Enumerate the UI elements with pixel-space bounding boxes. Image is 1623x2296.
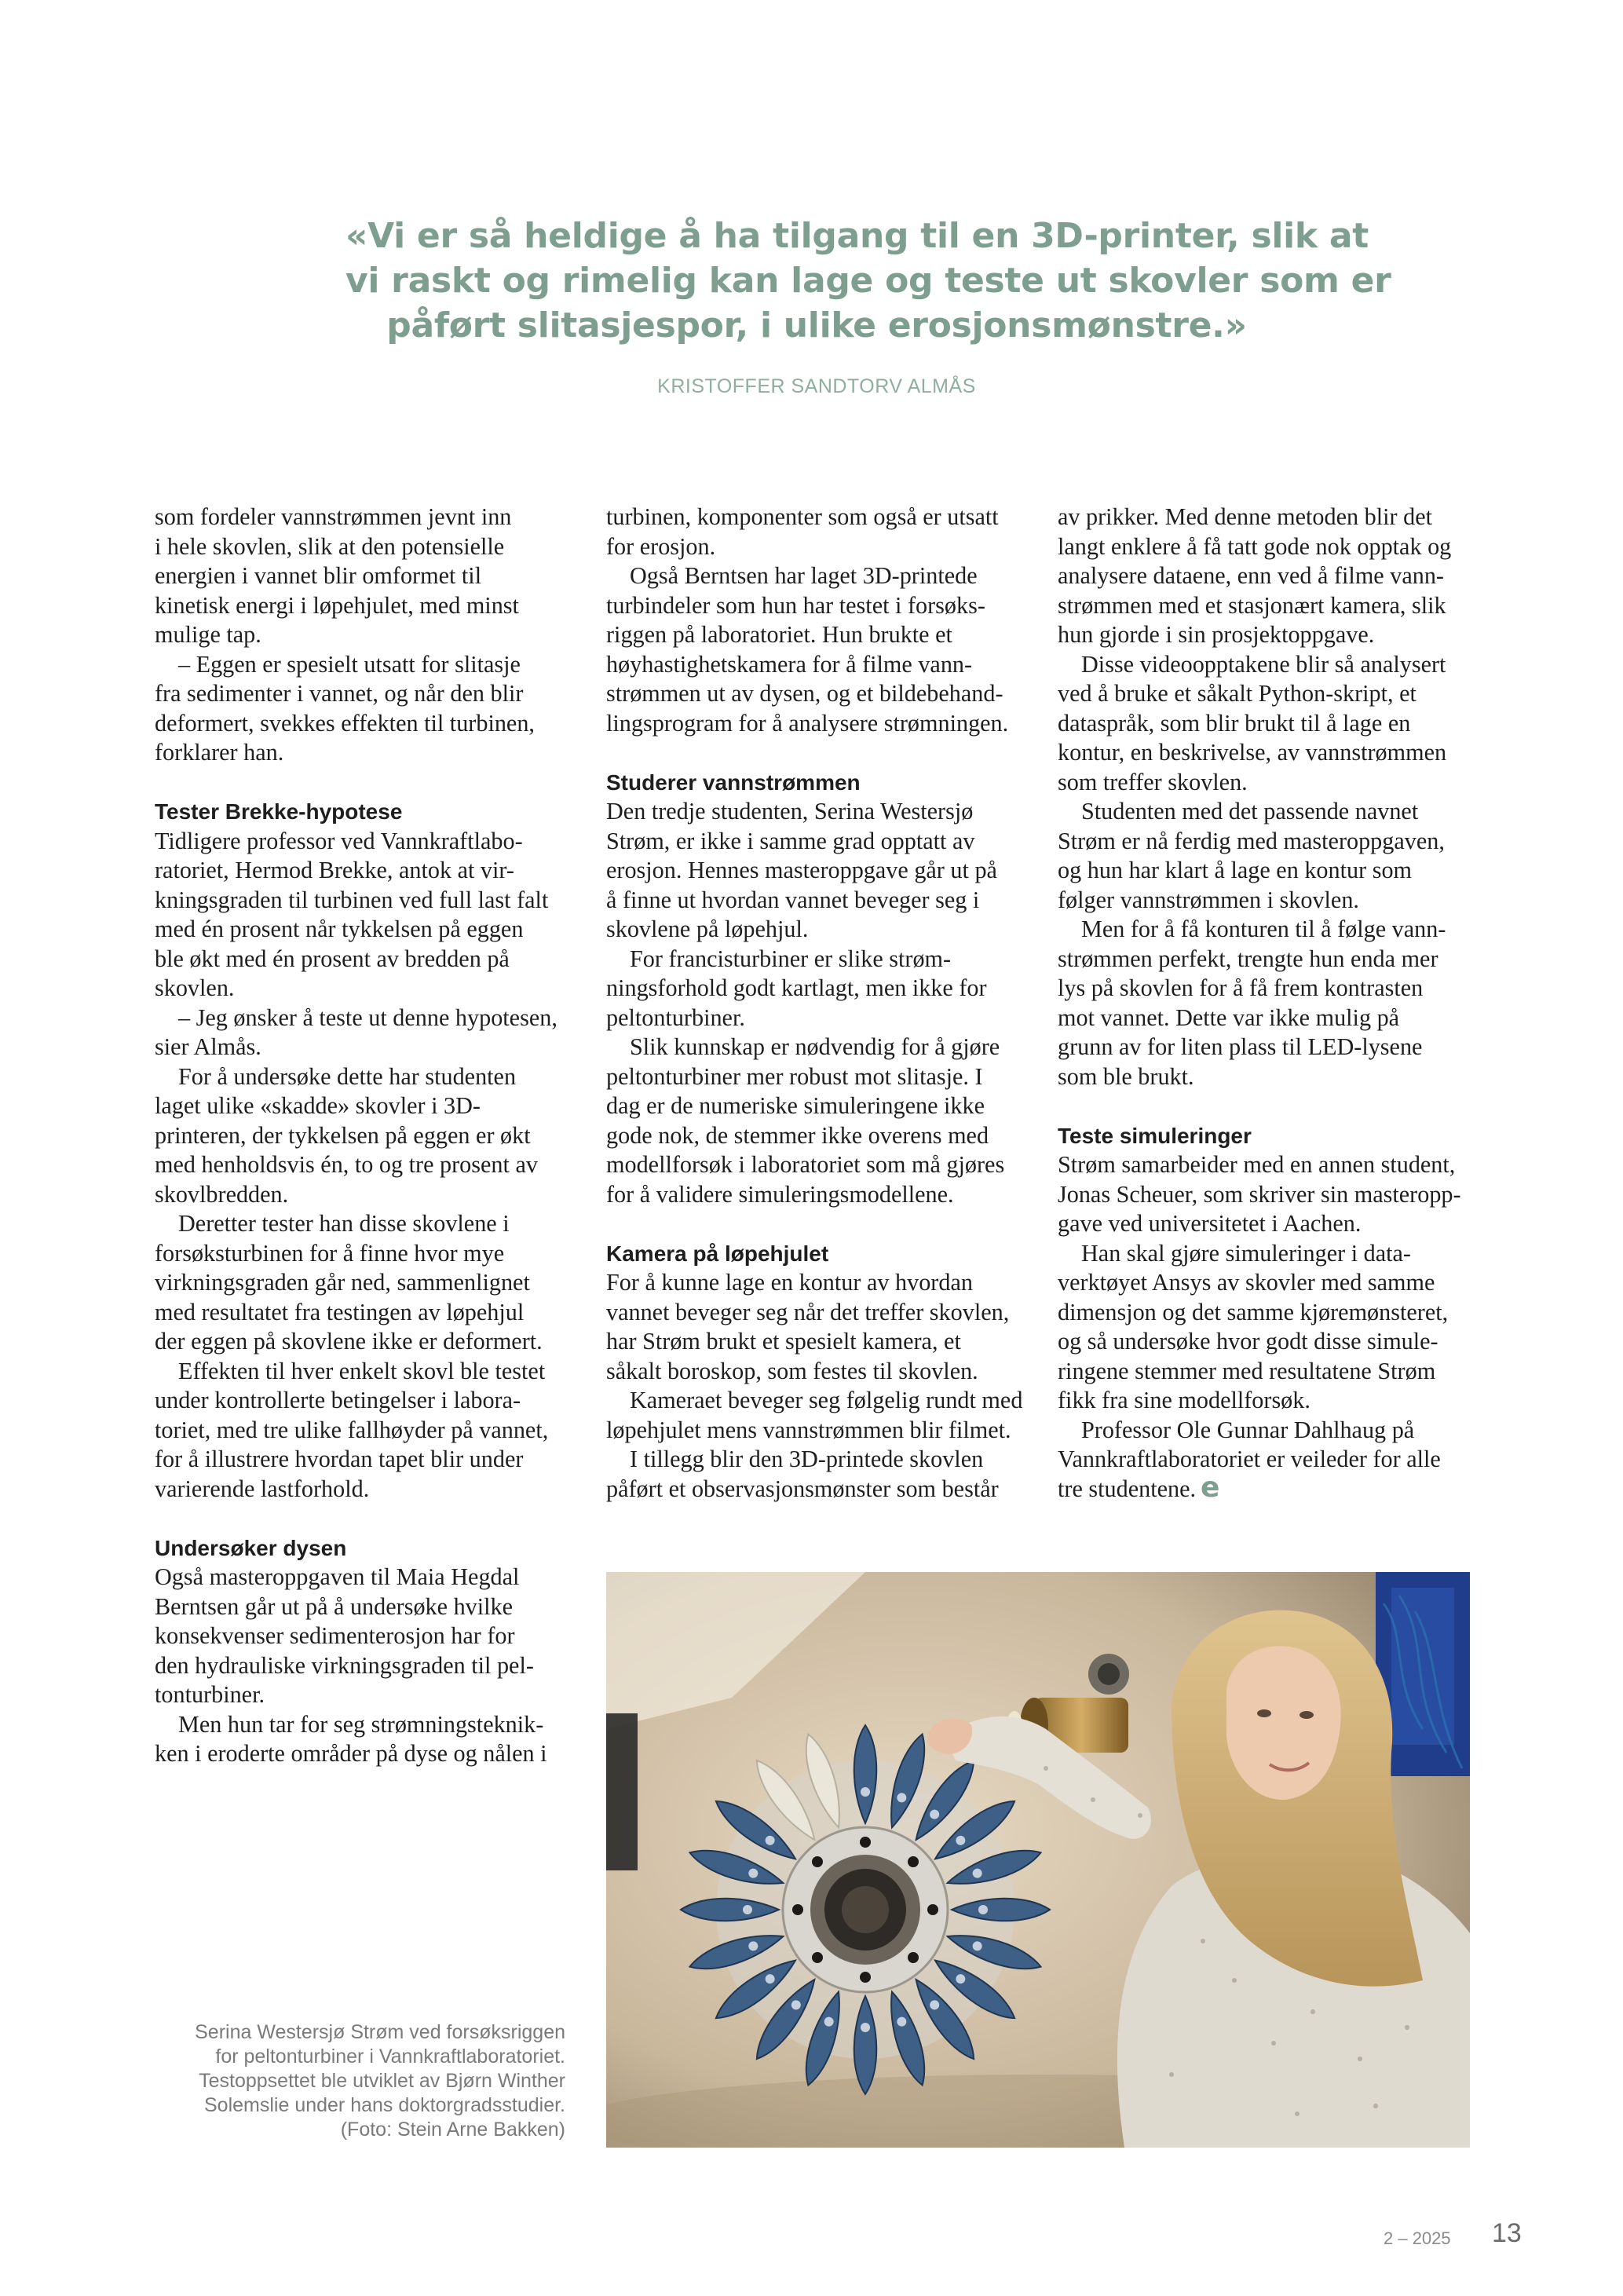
text-line: hun gjorde i sin prosjektoppgave. — [1058, 621, 1375, 648]
paragraph — [1058, 1150, 1478, 1239]
text-line: Den tredje studenten, Serina Westersjø — [606, 798, 974, 824]
text-line: riggen på laboratoriet. Hun brukte et — [606, 621, 952, 648]
text-line: For å undersøke dette har studenten — [178, 1062, 517, 1090]
text-line: forsøksturbinen for å finne hvor mye — [155, 1239, 505, 1267]
text-line: påført et observasjonsmønster som består — [606, 1475, 999, 1502]
text-line: lys på skovlen for å få frem kontrasten — [1058, 974, 1424, 1001]
caption-line: (Foto: Stein Arne Bakken) — [340, 2119, 565, 2141]
text-line: Strøm samarbeider med en annen student, — [1058, 1151, 1456, 1178]
text-line: turbinen, komponenter som også er utsatt — [606, 503, 999, 530]
text-line: strømmen med et stasjonært kamera, slik — [1058, 591, 1446, 619]
article-photo — [606, 1572, 1470, 2148]
text-line: energien i vannet blir omformet til — [155, 562, 482, 589]
paragraph — [155, 1357, 575, 1504]
paragraph — [606, 797, 1026, 945]
text-line: deformert, svekkes effekten til turbinen, — [155, 709, 535, 737]
text-line: kontur, en beskrivelse, av vannstrømmen — [1058, 739, 1447, 766]
quote-attribution: KRISTOFFER SANDTORV ALMÅS — [657, 375, 976, 397]
pull-quote — [345, 214, 1391, 348]
text-line: å finne ut hvordan vannet beveger seg i — [606, 886, 980, 913]
text-line: Strøm er nå ferdig med masteroppgaven, — [1058, 827, 1445, 854]
text-line: med resultatet fra testingen av løpehjul — [155, 1298, 525, 1325]
text-line: med én prosent når tykkelsen på eggen — [155, 916, 524, 942]
paragraph — [606, 1033, 1026, 1209]
text-line: som ble brukt. — [1058, 1062, 1194, 1090]
article-column-1 — [155, 503, 575, 1769]
text-line: har Strøm brukt et spesielt kamera, et — [606, 1328, 961, 1355]
text-line: strømmen ut av dysen, og et bildebehand- — [606, 680, 1003, 707]
paragraph — [1058, 650, 1478, 798]
text-line: Berntsen går ut på å undersøke hvilke — [155, 1592, 514, 1620]
text-line: gode nok, de stemmer ikke overens med — [606, 1121, 989, 1149]
text-line: For francisturbiner er slike strøm- — [630, 945, 952, 972]
pull-quote-line: vi raskt og rimelig kan lage og teste ut skovler som er — [345, 261, 1391, 301]
text-line: ratoriet, Hermod Brekke, antok at vir- — [155, 857, 514, 883]
text-line: Strøm, er ikke i samme grad opptatt av — [606, 827, 975, 854]
text-line: med henholdsvis én, to og tre prosent av — [155, 1151, 538, 1178]
text-line: lingsprogram for å analysere strømningen. — [606, 709, 1009, 737]
text-line: Jonas Scheuer, som skriver sin masteropp- — [1058, 1180, 1461, 1208]
caption-line: Testoppsettet ble utviklet av Bjørn Winther — [199, 2070, 565, 2092]
text-line: og hun har klart å lage en kontur som — [1058, 857, 1413, 883]
text-line: følger vannstrømmen i skovlen. — [1058, 886, 1359, 913]
text-line: Men for å få konturen til å følge vann- — [1081, 916, 1446, 942]
page-number: 13 — [1492, 2218, 1522, 2248]
text-line: varierende lastforhold. — [155, 1475, 370, 1502]
text-line: Effekten til hver enkelt skovl ble testet — [178, 1357, 546, 1384]
text-line: høyhastighetskamera for å filme vann- — [606, 650, 973, 678]
caption-line: Serina Westersjø Strøm ved forsøksriggen — [195, 2021, 565, 2043]
text-line: mot vannet. Dette var ikke mulig på — [1058, 1004, 1400, 1031]
text-line: Også Berntsen har laget 3D-printede — [630, 562, 978, 589]
text-line: analysere dataene, enn ved å filme vann- — [1058, 562, 1444, 589]
section-heading: Teste simuleringer — [1058, 1123, 1252, 1148]
text-line — [1058, 1471, 1478, 1504]
article-column-3 — [1058, 503, 1478, 1504]
text-line: Studenten med det passende navnet — [1081, 798, 1419, 824]
text-line: under kontrollerte betingelser i labora- — [155, 1387, 521, 1413]
text-line: forklarer han. — [155, 739, 284, 766]
text-line: den hydrauliske virkningsgraden til pel- — [155, 1651, 534, 1679]
paragraph — [1058, 1416, 1478, 1504]
photo-illustration — [606, 1572, 1470, 2148]
text-line: erosjon. Hennes masteroppgave går ut på — [606, 857, 997, 883]
text-line: Kameraet beveger seg følgelig rundt med — [630, 1387, 1023, 1413]
text-line: turbindeler som hun har testet i forsøks- — [606, 591, 985, 619]
text-line: Disse videoopptakene blir så analysert — [1081, 650, 1446, 678]
paragraph — [606, 1386, 1026, 1445]
pull-quote-line: «Vi er så heldige å ha tilgang til en 3D-printer, slik at — [345, 216, 1369, 256]
section-heading: Kamera på løpehjulet — [606, 1241, 829, 1266]
paragraph — [155, 1004, 575, 1062]
section-heading: Studerer vannstrømmen — [606, 770, 861, 795]
paragraph — [155, 827, 575, 1004]
paragraph — [606, 1445, 1026, 1504]
photo-caption — [141, 2020, 565, 2142]
caption-line: Solemslie under hans doktorgradsstudier. — [204, 2094, 565, 2116]
text-line: langt enklere å få tatt gode nok opptak og — [1058, 532, 1452, 560]
paragraph — [155, 650, 575, 768]
text-line: fikk fra sine modellforsøk. — [1058, 1387, 1310, 1413]
text-line: Vannkraftlaboratoriet er veileder for alle — [1058, 1446, 1441, 1472]
paragraph — [606, 503, 1026, 561]
text-line: av prikker. Med denne metoden blir det — [1058, 503, 1432, 530]
paragraph — [155, 1563, 575, 1710]
text-line: og så undersøke hvor godt disse simule- — [1058, 1328, 1438, 1355]
paragraph — [155, 1062, 575, 1210]
text-line: dag er de numeriske simuleringene ikke — [606, 1092, 985, 1119]
paragraph — [1058, 797, 1478, 915]
text-line: peltonturbiner mer robust mot slitasje. I — [606, 1062, 983, 1090]
text-line: Han skal gjøre simuleringer i data- — [1081, 1239, 1411, 1267]
text-line: kinetisk energi i løpehjulet, med minst — [155, 591, 519, 619]
text-line: kningsgraden til turbinen ved full last falt — [155, 886, 549, 913]
text-line: – Jeg ønsker å teste ut denne hypotesen, — [178, 1004, 557, 1031]
text-line: peltonturbiner. — [606, 1004, 745, 1031]
text-line: som fordeler vannstrømmen jevnt inn — [155, 503, 512, 530]
text-line: for å validere simuleringsmodellene. — [606, 1180, 954, 1208]
text-line: toriet, med tre ulike fallhøyder på vannet, — [155, 1416, 549, 1443]
text-line: – Eggen er spesielt utsatt for slitasje — [178, 650, 521, 678]
text-line: Tidligere professor ved Vannkraftlabo- — [155, 827, 523, 854]
paragraph — [1058, 503, 1478, 650]
text-line: grunn av for liten plass til LED-lysene — [1058, 1033, 1423, 1060]
text-line: skovlen. — [155, 974, 235, 1001]
text-line: For å kunne lage en kontur av hvordan — [606, 1269, 973, 1296]
text-line: printeren, der tykkelsen på eggen er økt — [155, 1121, 531, 1149]
issue-number: 2 – 2025 — [1384, 2228, 1451, 2248]
text-line: i hele skovlen, slik at den potensielle — [155, 532, 505, 560]
article-column-2 — [606, 503, 1026, 1504]
section-heading: Tester Brekke-hypotese — [155, 799, 403, 824]
paragraph — [155, 503, 575, 650]
paragraph — [606, 561, 1026, 738]
text-line: fra sedimenter i vannet, og når den blir — [155, 680, 524, 707]
text-line: vannet beveger seg når det treffer skovlen, — [606, 1298, 1010, 1325]
text-line: for erosjon. — [606, 532, 716, 560]
text-line: dimensjon og det samme kjøremønsteret, — [1058, 1298, 1449, 1325]
paragraph — [1058, 1239, 1478, 1416]
paragraph — [606, 1268, 1026, 1386]
text-line: Men hun tar for seg strømningsteknik- — [178, 1710, 544, 1738]
paragraph — [155, 1710, 575, 1769]
paragraph — [1058, 915, 1478, 1091]
end-mark-icon: e — [1201, 1471, 1220, 1504]
text-line: tonturbiner. — [155, 1681, 265, 1708]
text-line: sier Almås. — [155, 1033, 261, 1060]
text-line: Professor Ole Gunnar Dahlhaug på — [1081, 1416, 1415, 1443]
text-line: konsekvenser sedimenterosjon har for — [155, 1622, 515, 1649]
text-line: virkningsgraden går ned, sammenlignet — [155, 1269, 530, 1296]
text-line: Slik kunnskap er nødvendig for å gjøre — [630, 1033, 1000, 1060]
text-line: verktøyet Ansys av skovler med samme — [1058, 1269, 1435, 1296]
text-line: dataspråk, som blir brukt til å lage en — [1058, 709, 1411, 737]
text-line: for å illustrere hvordan tapet blir under — [155, 1446, 524, 1472]
text-line: skovlbredden. — [155, 1180, 289, 1208]
text-line: strømmen perfekt, trengte hun enda mer — [1058, 945, 1438, 972]
text-line: ved å bruke et såkalt Python-skript, et — [1058, 680, 1416, 707]
text-line: som treffer skovlen. — [1058, 768, 1248, 795]
paragraph — [155, 1209, 575, 1357]
text-line: gave ved universitetet i Aachen. — [1058, 1210, 1362, 1237]
text-line: Deretter tester han disse skovlene i — [178, 1210, 510, 1237]
paragraph — [606, 945, 1026, 1033]
caption-line: for peltonturbiner i Vannkraftlaboratoriet. — [215, 2046, 565, 2067]
text-line: Også masteroppgaven til Maia Hegdal — [155, 1563, 520, 1590]
text-line: laget ulike «skadde» skovler i 3D- — [155, 1092, 481, 1119]
text-line: såkalt boroskop, som festes til skovlen. — [606, 1357, 978, 1384]
text-line: ken i eroderte områder på dyse og nålen i — [155, 1740, 547, 1767]
pull-quote-line: påført slitasjespor, i ulike erosjonsmønstre.» — [386, 305, 1247, 345]
text-span: tre studentene. — [1058, 1475, 1197, 1502]
text-line: der eggen på skovlene ikke er deformert. — [155, 1328, 543, 1355]
text-line: ningsforhold godt kartlagt, men ikke for — [606, 974, 987, 1001]
text-line: skovlene på løpehjul. — [606, 916, 809, 942]
text-line: I tillegg blir den 3D-printede skovlen — [630, 1446, 984, 1472]
text-line: løpehjulet mens vannstrømmen blir filmet. — [606, 1416, 1011, 1443]
text-line: mulige tap. — [155, 621, 261, 648]
text-line: ble økt med én prosent av bredden på — [155, 945, 510, 972]
text-line: ringene stemmer med resultatene Strøm — [1058, 1357, 1436, 1384]
section-heading: Undersøker dysen — [155, 1535, 347, 1560]
text-line: modellforsøk i laboratoriet som må gjøres — [606, 1151, 1005, 1178]
